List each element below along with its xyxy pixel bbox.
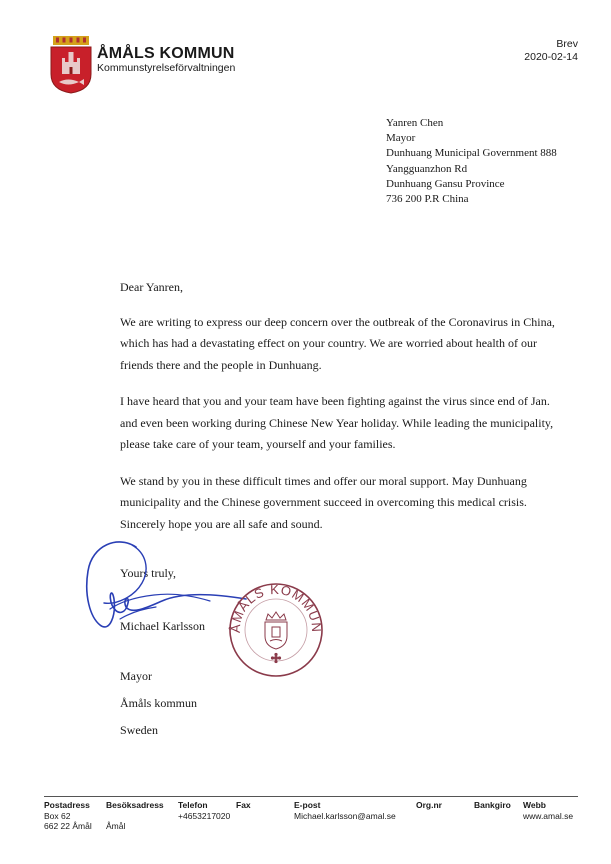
footer-heading: E-post	[294, 800, 321, 810]
paragraph: I have heard that you and your team have been fighting against the virus since end of Jan. and even been working during Chinese New Year holiday. While leading the municipality, please take care of your team, yourself and your families.	[120, 394, 554, 451]
official-stamp	[226, 578, 326, 678]
paragraph: We stand by you in these difficult times and offer our moral support. May Dunhuang municipality and the Chinese government succeed in overcoming this medical crisis. Sincerely hope you are all safe and sound.	[120, 473, 527, 531]
closing: Yours truly,	[120, 566, 177, 580]
footer-fax	[236, 800, 251, 811]
signer-name: Michael Karlsson	[120, 619, 205, 633]
footer-heading: Postadress	[44, 800, 90, 810]
footer-postal-address	[44, 800, 92, 832]
footer-website	[523, 800, 573, 821]
footer-value: +4653217020	[178, 810, 231, 821]
footer-value	[106, 811, 164, 822]
stamp-shield-icon	[265, 622, 287, 649]
organization-name: ÅMÅLS KOMMUN	[97, 45, 235, 62]
footer-heading: Besöksadress	[106, 800, 164, 810]
footer-heading: Bankgiro	[474, 800, 511, 810]
recipient-address	[386, 116, 557, 207]
signer-country: Sweden	[120, 723, 158, 737]
footer-website-link[interactable]: www.amal.se	[523, 810, 574, 821]
letter-body	[120, 277, 560, 550]
footer-org-number	[416, 800, 442, 811]
footer-bankgiro	[474, 800, 511, 811]
salutation: Dear Yanren,	[120, 280, 183, 294]
signer-organization: Åmåls kommun	[120, 696, 197, 710]
footer-value: Box 62	[44, 810, 71, 821]
footer-heading: Fax	[236, 800, 251, 810]
footer-email	[294, 800, 396, 821]
organization-subtitle: Kommunstyrelseförvaltningen	[97, 62, 236, 74]
footer-heading: Org.nr	[416, 800, 442, 810]
footer-heading: Telefon	[178, 800, 208, 810]
footer-phone	[178, 800, 230, 821]
footer-divider	[44, 796, 578, 797]
footer-value: 662 22 Åmål	[44, 821, 92, 831]
footer-visiting-address	[106, 800, 164, 832]
stamp-crown-icon	[266, 612, 286, 620]
footer-value: Åmål	[106, 821, 126, 831]
document-type: Brev	[556, 38, 578, 50]
document-date: 2020-02-14	[524, 51, 578, 63]
footer-heading: Webb	[523, 800, 546, 810]
crown-icon	[53, 36, 89, 45]
recipient-organization: Dunhuang Municipal Government 888	[386, 147, 557, 160]
signer-title: Mayor	[120, 669, 152, 683]
recipient-name: Yanren Chen	[386, 117, 444, 129]
recipient-street: Yangguanzhon Rd	[386, 162, 468, 175]
footer-email-link[interactable]: Michael.karlsson@amal.se	[294, 810, 396, 821]
paragraph: We are writing to express our deep concern over the outbreak of the Coronavirus in China, which has had a devastating effect on your country. We are worried about health of our friends there and the people in Dunhuang.	[120, 314, 555, 372]
stamp-flower-icon	[271, 653, 281, 663]
stamp-text: ÅMÅLS KOMMUN	[227, 581, 325, 634]
recipient-city: Dunhuang Gansu Province	[386, 177, 505, 190]
coat-of-arms-logo	[48, 36, 94, 94]
recipient-postal: 736 200 P.R China	[386, 193, 469, 206]
recipient-title: Mayor	[386, 132, 416, 145]
